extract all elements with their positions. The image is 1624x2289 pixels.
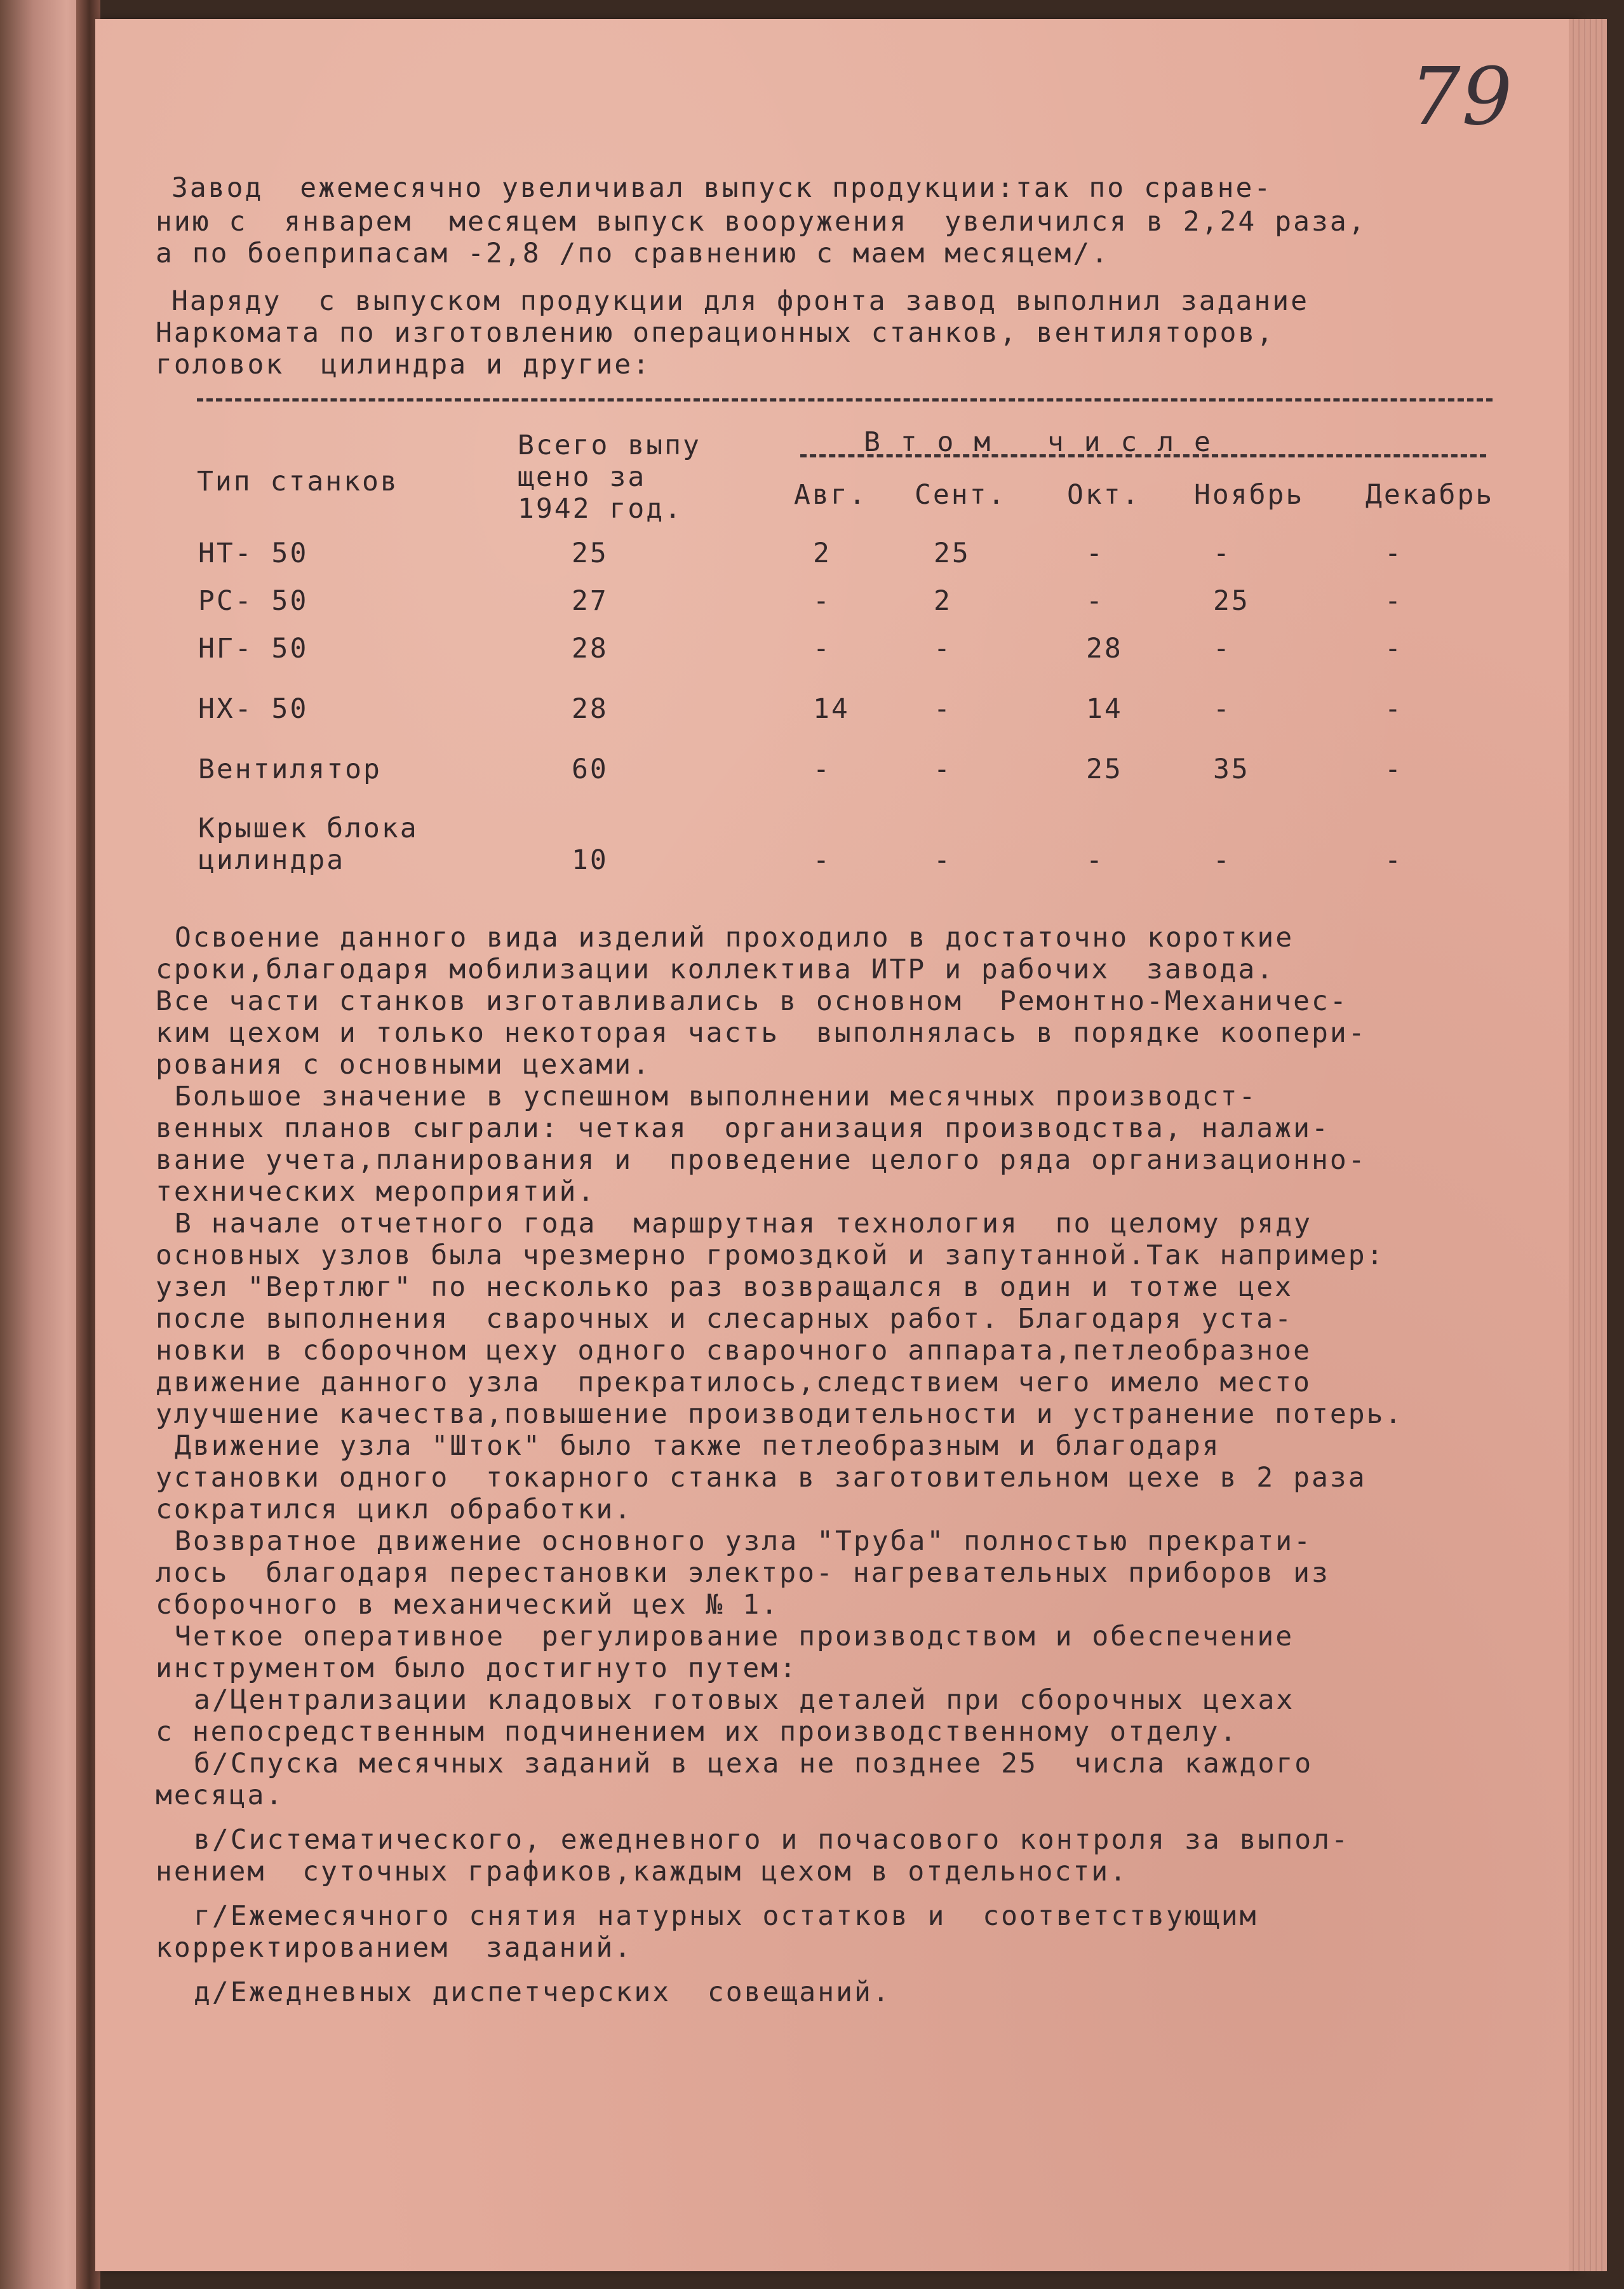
body-line: Все части станков изготавливались в основном Ремонтно-Механичес- [156, 985, 1348, 1017]
row-cell: - [1385, 633, 1403, 665]
body-line: г/Ежемесячного снятия натурных остатков и соответствующим [194, 1900, 1258, 1932]
body-line: сократился цикл обработки. [156, 1494, 633, 1525]
body-line: новки в сборочном цеху одного сварочного аппарата,петлеобразное [156, 1335, 1312, 1367]
row-total: 28 [572, 693, 608, 725]
body-line: месяца. [156, 1779, 285, 1811]
body-line: б/Спуска месячных заданий в цеха не позднее 25 числа каждого [194, 1748, 1313, 1779]
body-line: сроки,благодаря мобилизации коллектива ИТР и рабочих завода. [156, 954, 1275, 985]
row-cell: - [934, 753, 952, 785]
row-name: Вентилятор [198, 753, 382, 785]
intro-line: нию с январем месяцем выпуск вооружения увеличился в 2,24 раза, [156, 206, 1367, 238]
body-line: основных узлов была чрезмерно громоздкой и запутанной.Так например: [156, 1239, 1385, 1271]
document-page [95, 19, 1575, 2271]
intro-line: Завод ежемесячно увеличивал выпуск продукции:так по сравне- [171, 172, 1273, 204]
intro-line: головок цилиндра и другие: [156, 349, 651, 381]
row-cell: 2 [934, 585, 952, 617]
row-cell: - [934, 844, 952, 876]
body-line: инструментом было достигнуто путем: [156, 1652, 798, 1684]
row-cell: - [1213, 844, 1231, 876]
header-group-rule [800, 454, 1486, 457]
body-line: Движение узла "Шток" было также петлеобразным и благодаря [175, 1430, 1221, 1462]
row-name: цилиндра [198, 844, 346, 876]
body-line: узел "Вертлюг" по несколько раз возвращался в один и тотже цех [156, 1271, 1294, 1303]
intro-line: Наркомата по изготовлению операционных станков, вентиляторов, [156, 317, 1275, 349]
body-line: Освоение данного вида изделий проходило в достаточно короткие [175, 922, 1294, 954]
row-cell: 2 [813, 537, 831, 569]
row-cell: - [1086, 844, 1104, 876]
body-line: движение данного узла прекратилось,следствием чего имело место [156, 1367, 1312, 1398]
body-line: нением суточных графиков,каждым цехом в отдельности. [156, 1856, 1129, 1887]
row-cell: - [1086, 537, 1104, 569]
row-cell: 25 [934, 537, 970, 569]
row-name: НГ- 50 [198, 633, 309, 665]
row-cell: - [1385, 585, 1403, 617]
row-name: РС- 50 [198, 585, 309, 617]
row-name: НХ- 50 [198, 693, 309, 725]
row-cell: - [813, 844, 831, 876]
body-line: ким цехом и только некоторая часть выполнялась в порядке коопери- [156, 1017, 1367, 1049]
table-top-rule [197, 398, 1493, 402]
body-line: а/Централизации кладовых готовых деталей при сборочных цехах [194, 1684, 1295, 1716]
row-cell: - [813, 753, 831, 785]
body-line: Возвратное движение основного узла "Труба" полностью прекрати- [175, 1525, 1313, 1557]
row-cell: 25 [1086, 753, 1123, 785]
page-stack-edge [1569, 19, 1607, 2271]
row-total: 60 [572, 753, 608, 785]
body-line: с непосредственным подчинением их производственному отделу. [156, 1716, 1238, 1748]
row-cell: 25 [1213, 585, 1250, 617]
row-total: 27 [572, 585, 608, 617]
body-line: сборочного в механический цех № 1. [156, 1589, 780, 1621]
body-line: технических мероприятий. [156, 1176, 596, 1208]
body-line: рования с основными цехами. [156, 1049, 651, 1081]
header-type: Тип станков [197, 466, 399, 497]
body-line: д/Ежедневных диспетчерских совещаний. [194, 1976, 891, 2008]
page-number: 79 [1410, 51, 1514, 143]
body-line: установки одного токарного станка в заготовительном цехе в 2 раза [156, 1462, 1367, 1494]
header-group: В т о м ч и с л е [864, 426, 1212, 458]
row-cell: - [813, 585, 831, 617]
row-name: Крышек блока [198, 813, 419, 844]
intro-line: Наряду с выпуском продукции для фронта завод выполнил задание [171, 285, 1310, 317]
month-header: Окт. [1067, 479, 1141, 511]
row-cell: - [1213, 693, 1231, 725]
row-cell: - [1385, 693, 1403, 725]
body-line: В начале отчетного года маршрутная технология по целому ряду [175, 1208, 1313, 1239]
row-total: 10 [572, 844, 608, 876]
row-total: 28 [572, 633, 608, 665]
month-header: Авг. [794, 479, 868, 511]
row-name: НТ- 50 [198, 537, 309, 569]
header-total-line: 1942 год. [518, 493, 683, 525]
body-line: корректированием заданий. [156, 1932, 633, 1964]
body-line: венных планов сыграли: четкая организация производства, налажи- [156, 1112, 1330, 1144]
row-cell: 14 [813, 693, 850, 725]
month-header: Декабрь [1366, 479, 1494, 511]
row-cell: - [934, 633, 952, 665]
month-header: Сент. [915, 479, 1007, 511]
month-header: Ноябрь [1194, 479, 1305, 511]
row-cell: - [1213, 633, 1231, 665]
body-line: вание учета,планирования и проведение целого ряда организационно- [156, 1144, 1367, 1176]
header-total-line: Всего выпу [518, 429, 701, 461]
row-cell: - [1385, 844, 1403, 876]
row-cell: - [1213, 537, 1231, 569]
intro-line: а по боеприпасам -2,8 /по сравнению с маем месяцем/. [156, 238, 1110, 269]
row-cell: - [813, 633, 831, 665]
body-line: после выполнения сварочных и слесарных работ. Благодаря уста- [156, 1303, 1294, 1335]
row-cell: - [1086, 585, 1104, 617]
body-line: улучшение качества,повышение производительности и устранение потерь. [156, 1398, 1404, 1430]
row-cell: 14 [1086, 693, 1123, 725]
row-cell: 28 [1086, 633, 1123, 665]
row-cell: - [934, 693, 952, 725]
body-line: Большое значение в успешном выполнении месячных производст- [175, 1081, 1258, 1112]
row-total: 25 [572, 537, 608, 569]
row-cell: 35 [1213, 753, 1250, 785]
header-total-line: щено за [518, 461, 647, 493]
body-line: лось благодаря перестановки электро- нагревательных приборов из [156, 1557, 1330, 1589]
body-line: Четкое оперативное регулирование производством и обеспечение [175, 1621, 1294, 1652]
row-cell: - [1385, 537, 1403, 569]
row-cell: - [1385, 753, 1403, 785]
body-line: в/Систематического, ежедневного и почасового контроля за выпол- [194, 1824, 1350, 1856]
